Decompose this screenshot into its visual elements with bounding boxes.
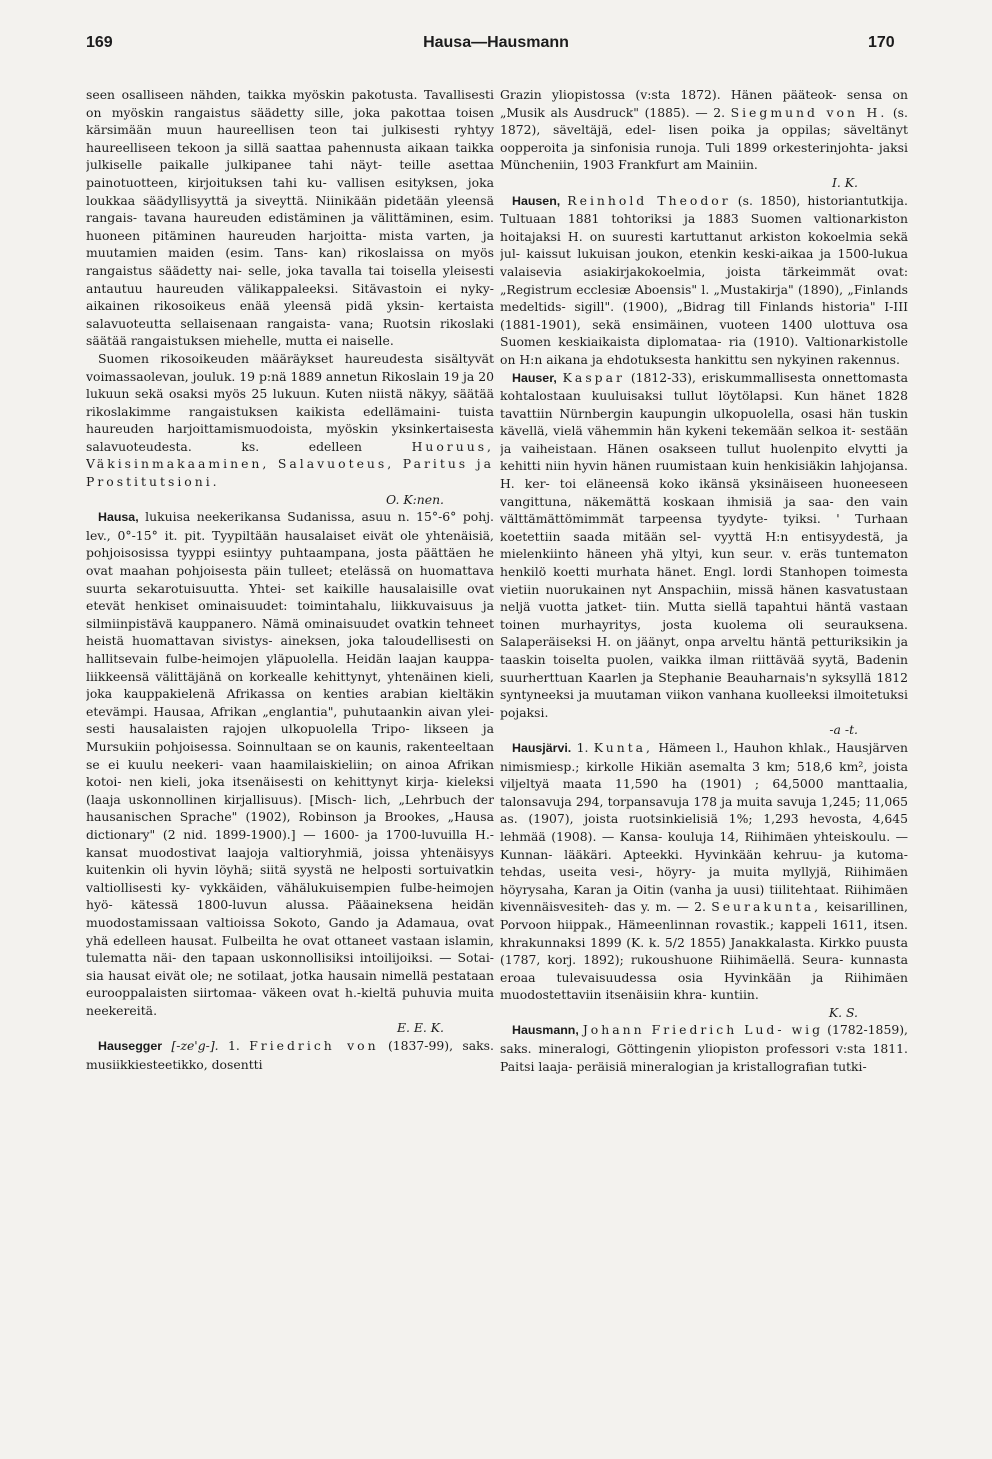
- person-name: Siegmund von H.: [730, 104, 888, 120]
- left-page-number: 169: [86, 34, 113, 51]
- headword: Hausen,: [512, 193, 561, 208]
- headword: Hausmann,: [512, 1023, 579, 1038]
- signature: -a -t.: [829, 722, 858, 738]
- headword: Hausjärvi.: [512, 740, 572, 755]
- haureus-finnish-law: [86, 350, 494, 491]
- person-name: Kaspar: [562, 369, 625, 385]
- entry-body: Hämeen l., Hauhon khlak., Hausjärven nimismiesp.; kirkolle Hikiän asemalta 3 km; 518,6 km², joista viljeltyä maata 11,590 ha (1901) ; 64,5000 manttaalia, talonsavuja 294, torpansavuja 178 ja muita savuja 1,245; 11,065 as. (1907), joista ruotsinkielisiä 1%; 1,293 hevosta, 4,645 lehmää (1908). — Kansa- kouluja 14, Riihimäen yhteiskoulu. — Kunnan- lääkäri. Apteekki. Hyvinkään kehruu- ja kutoma- tehdas, useita vesi-, höyry- ja muita myllyjä, Riihimäen höyrysaha, Karan ja Oitin (vanha ja uusi) tiilitehtaat. Riihimäen kivennäisvesiteh- das y. m. — 2.: [500, 739, 908, 915]
- right-page-number: 170: [868, 34, 895, 51]
- entry-body: (1812-33), eriskummallisesta onnettomasta kohtalostaan kuuluisaksi tullut löytölapsi. Kun hänet 1828 tavattiin Nürnbergin kaupungin ulkopuolella, osasi hän tuskin kävellä, vielä vähemmin hän kykeni tekemään selkoa it- sestään ja vaiheistaan. Hänen osakseen tullut huolenpito elvytti ja kehitti niin hyvin hänen ruumistaan kuin henkisiäkin lahjojansa. H. ker- toi eläneensä koko ikänsä yksinäiseen huoneeseen vangittuna, näkemättä koskaan ihmisiä ja saa- den vain välttämättömimmät tarpeensa tyydyte- tyiksi. ' Turhaan koetettiin saada mitään sel- vyyttä H:n entisyydestä, ja mielenkiinto häneen yhä yltyi, kun seur. v. eräs tuntematon henkilö koetti murhata hänet. Engl. lordi Stanhopen toimesta vietiin nuorukainen nyt Anspachiin, missä hänen kasvatustaan neljä vuotta jatket- tiin. Mutta siellä tapahtui häntä vastaan toinen murhayritys, josta kuolema oli seurauksena. Salaperäiseksi H. on jäänyt, onpa arveltu häntä petturiksikin ja taaskin toiselta puolen, vaikka ilman riittävää syytä, Badenin suurherttuan Kaarlen ja Stephanie Beauharnais'n syksyllä 1812 syntyneeksi ja muutaman viikon vanhana kuolleeksi ilmoitetuksi pojaksi.: [500, 369, 908, 720]
- pronunciation: [-ze'g-].: [171, 1038, 219, 1054]
- entry-body: (s. 1872), säveltäjä, edel- lisen poika ja oppilas; säveltänyt oopperoita ja sinfonisia runoja. Tuli 1899 orkesterinjohta- jaksi Müncheniin, 1903 Frankfurt am Mainiin.: [500, 104, 908, 173]
- entry-hauser: [500, 369, 908, 722]
- signature: O. K:nen.: [386, 491, 444, 507]
- headword: Hausa,: [98, 510, 139, 525]
- haureus-continued: seen osalliseen nähden, taikka myöskin pakotusta. Tavallisesti on myöskin rangaistus säädetty sille, joka pakottaa toisen kärsimään muun haureellisen teon tai julkisesti ryhtyy haureelliseen tekoon ja sillä saattaa pahennusta aikaan taikka julkiselle paikalle julkipanee tahi näyt- teille asettaa painotuotteen, kirjoituksen tahi ku- vallisen esityksen, joka loukkaa säädyllisyyttä ja siveyttä. Niinikään pidetään yleensä rangais- tavana haureuden edistäminen ja välittäminen, esim. huoneen pitäminen haureuden harjoitta- mista varten, ja muutamien maiden (esim. Tans- kan) rikoslaissa on myös rangaistus säädetty nai- selle, joka tavalla tai toisella yleisesti antautuu haureuden välikappaleeksi. Sitävastoin ei nyky- aikainen rikosoikeus enää yleensä pidä yksin- kertaista salavuoteutta sellaisenaan rangaista- vana; Ruotsin rikoslaki säätää rangaistuksen miehelle, mutta ei naiselle.: [86, 87, 494, 349]
- entry-body: Grazin yliopistossa (v:sta 1872). Hänen pääteok- sensa on „Musik als Ausdruck" (1885). — 2.: [500, 87, 908, 120]
- signature: K. S.: [828, 1004, 858, 1020]
- headword: Hauser,: [512, 370, 557, 385]
- entry-body: (1837-99), saks. musiikkiesteetikko, dosentti: [86, 1038, 494, 1072]
- left-column: [86, 86, 494, 1416]
- subentry-label: Seurakunta,: [711, 899, 822, 915]
- entry-body: (s. 1850), historiantutkija. Tultuaan 1881 tohtoriksi ja 1883 Suomen valtionarkiston hoitajaksi H. on suuresti kartuttanut arkiston kokoelmia sekä jul- kaissut lukuisan joukon, etenkin keski-aikaa ja 1500-lukua valaisevia asiakirjakokoelmia, joista tärkeimmät ovat: „Registrum ecclesiæ Aboensis" l. „Mustakirja" (1890), „Finlands medeltids- sigill". (1900), „Bidrag till Finlands historia" I-III (1881-1901), sekä ensimäinen, vuoteen 1400 ulottuva osa Suomen keskiaikaista diplomataa- ria (1910). Valtionarkistolle on H:n aikana ja ehdotuksesta hankittu sen nykyinen rakennus.: [500, 192, 908, 367]
- entry-body: lukuisa neekerikansa Sudanissa, asuu n. 15°-6° pohj. lev., 0°-15° it. pit. Tyypiltään hausalaiset eivät ole yhtenäisiä, pohjoisosissa tyyppi esiintyy puhtaampana, josta päättäen he ovat maahan pohjoisesta päin tulleet; etelässä on huomattava suurta sekarotuisuutta. Yhtei- set kaikille hausalaisille ovat etevät henkiset ominaisuudet: toimintahalu, liikkuvaisuus ja silmiinpistävä kauppanero. Nämä ominaisuudet ovatkin tehneet heistä huomattavan sivistys- aineksen, joka taloudellisesti on hallitsevain fulbe-heimojen yläpuolella. Heidän laajan kauppa- liikkeensä välittäjänä on korkealle kehittynyt, yhtenäinen kieli, joka kauppakielenä Afrikassa on kenties arabian kieltäkin etevämpi. Hausaa, Afrikan „englantia", puhutaankin aivan ylei- sesti hausalaisten rajojen ulkopuolella Tripo- likseen ja Mursukiin pohjoisessa. Soinnultaan se on kaunis, rakenteeltaan se ei kuulu neekeri- vaan haamilaiskieliin; on ainoa Afrikan kotoi- nen kieli, joka itsenäisesti on kehittynyt kirja- kieleksi (laaja uskonnollinen kirjallisuus). [Misch- lich, „Lehrbuch der hausanischen Sprache" (1902), Robinson ja Brookes, „Hausa dictionary" (2 nid. 1899-1900).] — 1600- ja 1700-luvuilla H.- kansat muodostivat laajoja valtioryhmiä, joissa yhtenäisyys kuitenkin oli hyvin löyhä; siitä syystä ne helposti sortuivatkin valtiollisesti ky- vykkäiden, vähälukuisempien fulbe-heimojen hyö- kätessä 1800-luvun alussa. Pääaineksena heidän muodostamissaan valtioissa Sokoto, Gando ja Adamaua, ovat yhä edelleen hausat. Fulbeilta he ovat ottaneet vastaan islamin, tulematta näi- den tapaan uskonnollisiksi intoilijoiksi. — Sotai- sia hausat eivät ole; ne sotilaat, jotka hausain nimellä pestataan eurooppalaisten siirtomaa- väkeen ovat h.-kieltä puhuvia muita neekereitä.: [86, 509, 494, 1018]
- signature: I. K.: [832, 174, 858, 190]
- person-name: Johann Friedrich Lud- wig: [582, 1022, 824, 1038]
- subentry-label: Kunta,: [593, 739, 653, 755]
- signature: E. E. K.: [396, 1020, 444, 1036]
- entry-number: 1.: [227, 1038, 240, 1054]
- running-title: Hausa—Hausmann: [423, 34, 569, 51]
- entry-hausa: [86, 508, 494, 1019]
- cross-references: Huoruus, Väkisinmakaaminen, Salavuoteus, Paritus ja Prostitutsioni.: [86, 438, 494, 490]
- entry-hausegger: [86, 1037, 494, 1073]
- person-name: Friedrich von: [249, 1038, 379, 1054]
- right-column: [500, 86, 908, 1416]
- entry-hausen: [500, 192, 908, 369]
- finnish-law-text: Suomen rikosoikeuden määräykset haureudesta sisältyvät voimassaolevan, jouluk. 19 p:nä 1889 annetun Rikoslain 19 ja 20 lukuun sekä osaksi myös 25 lukuun. Kuten niistä näkyy, säätää rikoslakimme rangaistuksen kaikista edellämaini- tuista haureuden harjoittamismuodoista, myöskin yksinkertaisesta salavuoteudesta. ks. edelleen: [86, 350, 494, 454]
- entry-number: 1.: [576, 739, 589, 755]
- headword: Hausegger: [98, 1039, 163, 1054]
- hausegger-continued: [500, 86, 908, 174]
- entry-body: keisarillinen, Porvoon hiippak., Hämeenlinnan rovastik.; kappeli 1611, itsen. khrakunnaksi 1899 (K. k. 5/2 1855) Janakkalasta. Kirkko puusta (1787, korj. 1892); rukoushuone Riihimäellä. Seura- kunnasta eroaa tulevaisuudessa osia Hyvinkään ja Riihimäen muodostettaviin itsenäisiin khra- kuntiin.: [500, 899, 908, 1003]
- page-header: [0, 34, 992, 60]
- entry-hausjarvi: [500, 739, 908, 1004]
- entry-hausmann: [500, 1021, 908, 1075]
- entry-body: (1782-1859), saks. mineralogi, Göttingenin yliopiston professori v:sta 1811. Paitsi laaja- peräisiä mineralogian ja kristallografian tutki-: [500, 1022, 908, 1074]
- person-name: Reinhold Theodor: [567, 192, 731, 208]
